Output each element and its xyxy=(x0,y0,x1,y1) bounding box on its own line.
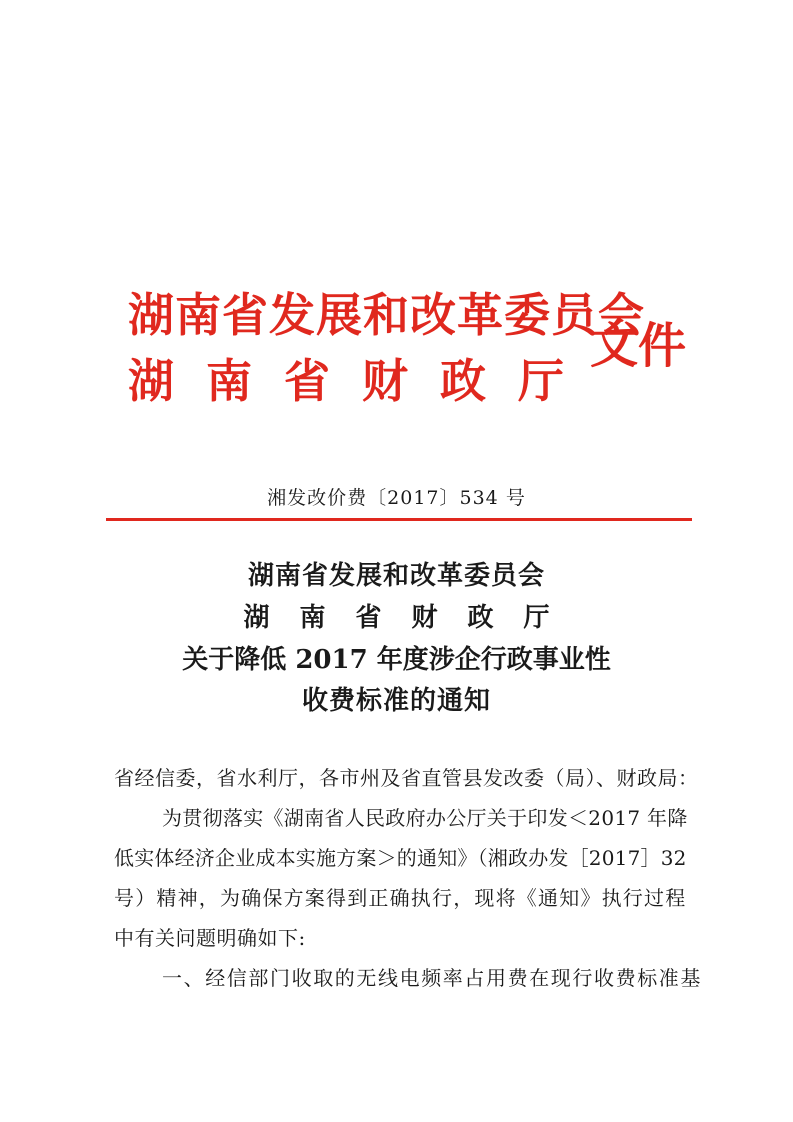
letterhead-line-1: 湖南省发展和改革委员会 xyxy=(128,288,645,342)
title-line-4: 收费标准的通知 xyxy=(301,686,491,716)
recipients-line: 省经信委，省水利厅，各市州及省直管县发改委（局）、财政局： xyxy=(114,766,699,790)
body-line: 一、经信部门收取的无线电频率占用费在现行收费标准基 xyxy=(162,966,702,990)
body-line: 号）精神，为确保方案得到正确执行，现将《通知》执行过程 xyxy=(114,886,687,910)
title-line-1: 湖南省发展和改革委员会 xyxy=(247,561,545,591)
body-line: 低实体经济企业成本实施方案＞的通知》（湘政办发［2017］32 xyxy=(114,846,687,870)
title-line-2: 湖南省财政厅 xyxy=(243,603,580,633)
letterhead-suffix: 文件 xyxy=(590,318,687,374)
body-line: 为贯彻落实《湖南省人民政府办公厅关于印发＜2017 年降 xyxy=(162,806,688,830)
body-line: 中有关问题明确如下: xyxy=(114,926,306,950)
document-number: 湘发改价费〔2017〕534 号 xyxy=(267,487,526,509)
red-divider xyxy=(106,518,692,521)
letterhead-line-2: 湖南省财政厅 xyxy=(128,354,596,408)
title-line-3: 关于降低 2017 年度涉企行政事业性 xyxy=(182,645,611,675)
